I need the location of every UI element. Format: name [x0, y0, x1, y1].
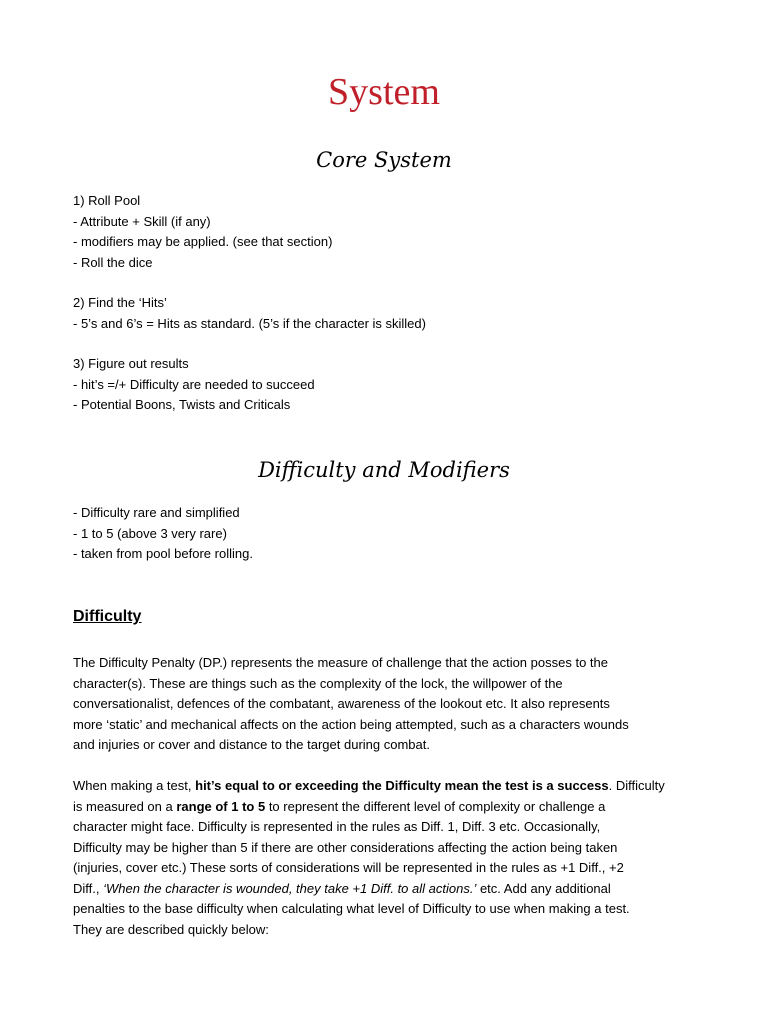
paragraph-line [73, 879, 703, 900]
list-item: 2) Find the ‘Hits’ [73, 295, 167, 310]
list-item: - modifiers may be applied. (see that section) [73, 234, 333, 249]
roll-pool-list [73, 191, 703, 273]
text-run: is measured on a [73, 798, 177, 814]
paragraph-line: They are described quickly below: [73, 921, 269, 937]
list-item: - hit’s =/+ Difficulty are needed to succeed [73, 376, 315, 392]
text-run: to represent the different level of complexity or challenge a [265, 798, 606, 814]
paragraph-line [73, 797, 703, 818]
list-item: - Roll the dice [73, 254, 153, 270]
paragraph-line: (injuries, cover etc.) These sorts of considerations will be represented in the rules as +1 Diff., +2 [73, 860, 624, 875]
find-hits-list [73, 293, 703, 334]
paragraph-line: and injuries or cover and distance to the target during combat. [73, 737, 430, 752]
difficulty-heading: Difficulty [73, 608, 142, 625]
text-run: When making a test, [73, 778, 196, 793]
list-item: - taken from pool before rolling. [73, 546, 253, 561]
bold-text: hit’s equal to or exceeding the Difficulty mean the test is a success [195, 778, 609, 793]
text-run: Diff., [73, 880, 104, 896]
paragraph-line: character(s). These are things such as the complexity of the lock, the willpower of the [73, 675, 563, 691]
list-item: 3) Figure out results [73, 356, 189, 371]
text-run: etc. Add any additional [476, 880, 611, 896]
list-item: - 1 to 5 (above 3 very rare) [73, 525, 227, 541]
core-system-heading: Core System [316, 148, 452, 172]
paragraph-line: Difficulty may be higher than 5 if there are other considerations affecting the action being taken [73, 839, 618, 855]
paragraph-line: more ‘static’ and mechanical affects on the action being attempted, such as a characters wounds [73, 716, 629, 732]
modifiers-list [73, 503, 703, 565]
figure-results-list [73, 354, 703, 416]
list-item: - Potential Boons, Twists and Criticals [73, 397, 291, 412]
paragraph-line: The Difficulty Penalty (DP.) represents the measure of challenge that the action posses to the [73, 655, 608, 670]
list-item: - Attribute + Skill (if any) [73, 213, 211, 229]
paragraph-line: conversationalist, defences of the combatant, awareness of the lookout etc. It also represents [73, 696, 610, 711]
paragraph-line: character might face. Difficulty is represented in the rules as Diff. 1, Diff. 3 etc. Occasionally, [73, 819, 601, 834]
page-title: System [328, 71, 440, 113]
list-item: - Difficulty rare and simplified [73, 505, 240, 520]
list-item: - 5’s and 6’s = Hits as standard. (5’s if the character is skilled) [73, 315, 426, 331]
difficulty-paragraph-1 [73, 653, 703, 756]
text-run: . Difficulty [608, 778, 665, 793]
bold-text: range of 1 to 5 [176, 798, 266, 814]
italic-text: ‘When the character is wounded, they take +1 Diff. to all actions.’ [103, 880, 477, 896]
paragraph-line [73, 776, 703, 797]
difficulty-paragraph-2 [73, 776, 703, 940]
list-item: 1) Roll Pool [73, 193, 141, 208]
paragraph-line: penalties to the base difficulty when calculating what level of Difficulty to use when making a test. [73, 901, 630, 916]
difficulty-modifiers-heading: Difficulty and Modifiers [258, 458, 510, 482]
